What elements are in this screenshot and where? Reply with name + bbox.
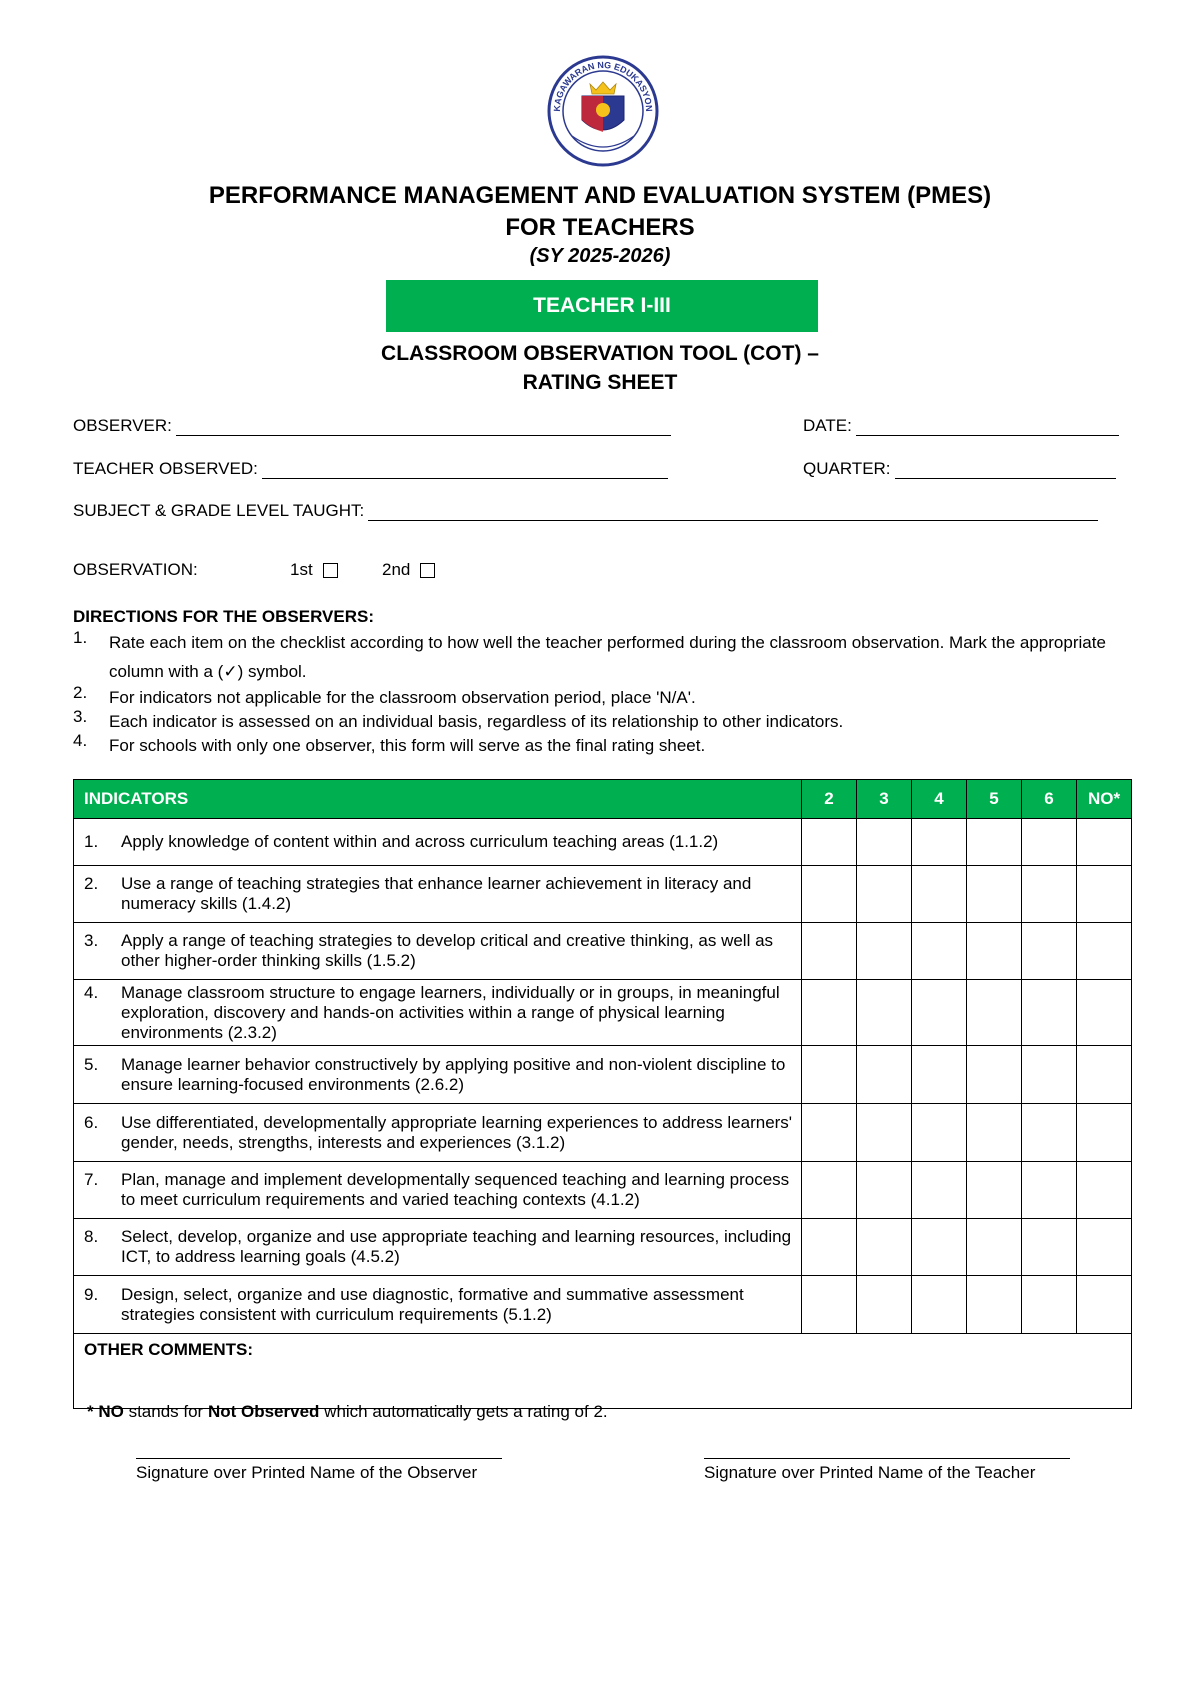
not-observed-cell[interactable]: [1077, 923, 1132, 980]
rating-cell[interactable]: [967, 819, 1022, 866]
indicator-text: Manage learner behavior constructively by applying positive and non-violent discipline to ensure learning-focused environments (2.6.2): [121, 1054, 786, 1094]
direction-number: 4.: [73, 731, 88, 750]
not-observed-cell[interactable]: [1077, 866, 1132, 923]
tool-title-line2: RATING SHEET: [522, 371, 678, 394]
indicator-cell: [74, 1219, 802, 1276]
indicator-cell: [74, 1046, 802, 1104]
observer-signature[interactable]: [136, 1458, 502, 1483]
indicator-cell: [74, 980, 802, 1046]
rating-cell[interactable]: [1022, 1104, 1077, 1162]
table-row: [74, 923, 1132, 980]
observer-signature-line[interactable]: [136, 1458, 502, 1459]
rating-cell[interactable]: [857, 980, 912, 1046]
other-comments-label: OTHER COMMENTS:: [84, 1340, 254, 1359]
indicator-text: Apply knowledge of content within and across curriculum teaching areas (1.1.2): [121, 832, 719, 851]
rating-cell[interactable]: [1022, 980, 1077, 1046]
rating-cell[interactable]: [967, 980, 1022, 1046]
table-row: [74, 980, 1132, 1046]
observation-first-option[interactable]: [290, 560, 338, 580]
rating-cell[interactable]: [912, 1104, 967, 1162]
observer-input-line[interactable]: [176, 417, 671, 436]
indicators-table: [73, 779, 1132, 1409]
rating-6-header: 6: [1022, 780, 1077, 819]
rating-cell[interactable]: [857, 1046, 912, 1104]
rating-cell[interactable]: [802, 819, 857, 866]
indicator-cell: [74, 923, 802, 980]
rating-cell[interactable]: [802, 980, 857, 1046]
teacher-level-badge: TEACHER I-III: [386, 280, 818, 332]
note-star: * NO: [87, 1402, 124, 1421]
table-row: [74, 1276, 1132, 1334]
rating-cell[interactable]: [912, 1162, 967, 1219]
table-header-row: [74, 780, 1132, 819]
direction-number: 1.: [73, 628, 88, 647]
not-observed-header: NO*: [1077, 780, 1132, 819]
observer-label: OBSERVER:: [73, 416, 172, 435]
not-observed-cell[interactable]: [1077, 1046, 1132, 1104]
indicator-cell: [74, 1104, 802, 1162]
svg-text:KAGAWARAN NG EDUKASYON: KAGAWARAN NG EDUKASYON: [551, 59, 655, 112]
direction-text: Rate each item on the checklist according to how well the teacher performed during the classroom observation. Mark the appropriate column with a (✓) symbol.: [109, 633, 1106, 681]
indicator-number: 3.: [84, 931, 99, 950]
rating-cell[interactable]: [857, 1162, 912, 1219]
rating-cell[interactable]: [967, 1219, 1022, 1276]
school-year: (SY 2025-2026): [529, 245, 671, 267]
date-field[interactable]: [803, 416, 1119, 436]
indicator-number: 5.: [84, 1054, 99, 1074]
rating-cell[interactable]: [1022, 1162, 1077, 1219]
rating-cell[interactable]: [802, 1276, 857, 1334]
subject-grade-field[interactable]: [73, 501, 1098, 521]
direction-text: For schools with only one observer, this form will serve as the final rating sheet.: [109, 736, 706, 755]
not-observed-cell[interactable]: [1077, 1104, 1132, 1162]
observation-second-label: 2nd: [382, 560, 411, 579]
rating-cell[interactable]: [802, 1046, 857, 1104]
indicator-cell: [74, 866, 802, 923]
document-title-line2: FOR TEACHERS: [505, 214, 695, 241]
rating-cell[interactable]: [802, 1219, 857, 1276]
table-row: [74, 1219, 1132, 1276]
not-observed-cell[interactable]: [1077, 1276, 1132, 1334]
rating-cell[interactable]: [857, 1219, 912, 1276]
rating-cell[interactable]: [802, 923, 857, 980]
indicator-number: 7.: [84, 1170, 99, 1189]
table-row: [74, 1046, 1132, 1104]
not-observed-cell[interactable]: [1077, 819, 1132, 866]
subject-grade-label: SUBJECT & GRADE LEVEL TAUGHT:: [73, 501, 365, 520]
teacher-signature[interactable]: [704, 1458, 1070, 1483]
indicator-text: Use differentiated, developmentally appropriate learning experiences to address learners' gender, needs, strengths, interests and experiences (3.1.2): [121, 1112, 793, 1152]
rating-cell[interactable]: [802, 866, 857, 923]
rating-cell[interactable]: [912, 1046, 967, 1104]
indicator-cell: [74, 1276, 802, 1334]
direction-number: 3.: [73, 707, 88, 726]
rating-cell[interactable]: [967, 1276, 1022, 1334]
indicator-number: 8.: [84, 1227, 99, 1246]
rating-cell[interactable]: [967, 866, 1022, 923]
note-rest: which automatically gets a rating of 2.: [319, 1402, 608, 1421]
note-stands: stands for: [123, 1402, 208, 1421]
table-row: [74, 866, 1132, 923]
date-label: DATE:: [803, 416, 852, 435]
rating-cell[interactable]: [967, 1104, 1022, 1162]
rating-cell[interactable]: [912, 1276, 967, 1334]
note-bold: Not Observed: [207, 1402, 320, 1421]
rating-5-header: 5: [967, 780, 1022, 819]
rating-cell[interactable]: [912, 980, 967, 1046]
rating-cell[interactable]: [857, 866, 912, 923]
rating-2-header: 2: [802, 780, 857, 819]
teacher-observed-input-line[interactable]: [262, 460, 668, 479]
not-observed-cell[interactable]: [1077, 1162, 1132, 1219]
rating-cell[interactable]: [1022, 866, 1077, 923]
observation-second-option[interactable]: [382, 560, 435, 580]
indicator-text: Manage classroom structure to engage learners, individually or in groups, in meaningful exploration, discovery and hands-on activities within a range of physical learning environments (2.3.2): [121, 982, 780, 1042]
subject-grade-input-line[interactable]: [368, 502, 1098, 521]
indicator-text: Apply a range of teaching strategies to develop critical and creative thinking, as well as other higher-order thinking skills (1.5.2): [121, 931, 774, 970]
indicator-cell: [74, 1162, 802, 1219]
quarter-field[interactable]: [803, 459, 1116, 479]
observer-signature-label: Signature over Printed Name of the Observer: [136, 1463, 478, 1482]
date-input-line[interactable]: [856, 417, 1119, 436]
rating-cell[interactable]: [967, 1046, 1022, 1104]
indicator-text: Select, develop, organize and use appropriate teaching and learning resources, including ICT, to address learning goals (4.5.2): [121, 1227, 792, 1266]
observation-label: OBSERVATION:: [73, 560, 198, 579]
tool-title: CLASSROOM OBSERVATION TOOL (COT) –: [381, 342, 819, 365]
rating-4-header: 4: [912, 780, 967, 819]
observation-first-checkbox[interactable]: [323, 563, 338, 578]
observation-second-checkbox[interactable]: [420, 563, 435, 578]
rating-cell[interactable]: [857, 1276, 912, 1334]
rating-cell[interactable]: [1022, 1276, 1077, 1334]
rating-cell[interactable]: [967, 923, 1022, 980]
indicator-number: 1.: [84, 832, 99, 851]
indicators-header: INDICATORS: [74, 780, 802, 819]
rating-cell[interactable]: [857, 819, 912, 866]
rating-cell[interactable]: [802, 1104, 857, 1162]
teacher-observed-label: TEACHER OBSERVED:: [73, 459, 258, 478]
direction-number: 2.: [73, 683, 88, 702]
rating-cell[interactable]: [1022, 1219, 1077, 1276]
indicator-number: 2.: [84, 874, 99, 893]
rating-cell[interactable]: [912, 923, 967, 980]
quarter-input-line[interactable]: [895, 460, 1116, 479]
rating-cell[interactable]: [912, 819, 967, 866]
table-row: [74, 819, 1132, 866]
table-row: [74, 1104, 1132, 1162]
teacher-signature-line[interactable]: [704, 1458, 1070, 1459]
not-observed-note: [87, 1402, 608, 1422]
quarter-label: QUARTER:: [803, 459, 891, 478]
not-observed-cell[interactable]: [1077, 1219, 1132, 1276]
rating-cell[interactable]: [1022, 819, 1077, 866]
rating-cell[interactable]: [967, 1162, 1022, 1219]
indicator-text: Use a range of teaching strategies that enhance learner achievement in literacy and numeracy skills (1.4.2): [121, 874, 752, 913]
table-row: [74, 1162, 1132, 1219]
direction-text: For indicators not applicable for the classroom observation period, place 'N/A'.: [109, 688, 696, 707]
teacher-signature-label: Signature over Printed Name of the Teacher: [704, 1463, 1036, 1482]
teacher-observed-field[interactable]: [73, 459, 668, 479]
rating-cell[interactable]: [912, 866, 967, 923]
rating-cell[interactable]: [1022, 923, 1077, 980]
not-observed-cell[interactable]: [1077, 980, 1132, 1046]
indicator-number: 4.: [84, 982, 99, 1002]
rating-cell[interactable]: [1022, 1046, 1077, 1104]
indicator-text: Plan, manage and implement developmentally sequenced teaching and learning process to meet curriculum requirements and varied teaching contexts (4.1.2): [121, 1170, 790, 1209]
indicator-number: 6.: [84, 1112, 99, 1132]
indicator-cell: [74, 819, 802, 866]
indicator-number: 9.: [84, 1284, 99, 1304]
indicator-text: Design, select, organize and use diagnostic, formative and summative assessment strategies consistent with curriculum requirements (5.1.2): [121, 1284, 744, 1324]
document-title: PERFORMANCE MANAGEMENT AND EVALUATION SYSTEM (PMES): [208, 182, 992, 209]
observation-first-label: 1st: [290, 560, 313, 579]
directions-heading: DIRECTIONS FOR THE OBSERVERS:: [73, 607, 374, 626]
observer-field[interactable]: [73, 416, 671, 436]
comments-row: [74, 1334, 1132, 1409]
other-comments-cell[interactable]: [74, 1334, 1132, 1409]
rating-cell[interactable]: [912, 1219, 967, 1276]
rating-cell[interactable]: [802, 1162, 857, 1219]
rating-cell[interactable]: [857, 923, 912, 980]
direction-text: Each indicator is assessed on an individual basis, regardless of its relationship to other indicators.: [109, 712, 844, 731]
rating-3-header: 3: [857, 780, 912, 819]
deped-seal-logo: [546, 54, 660, 168]
rating-cell[interactable]: [857, 1104, 912, 1162]
